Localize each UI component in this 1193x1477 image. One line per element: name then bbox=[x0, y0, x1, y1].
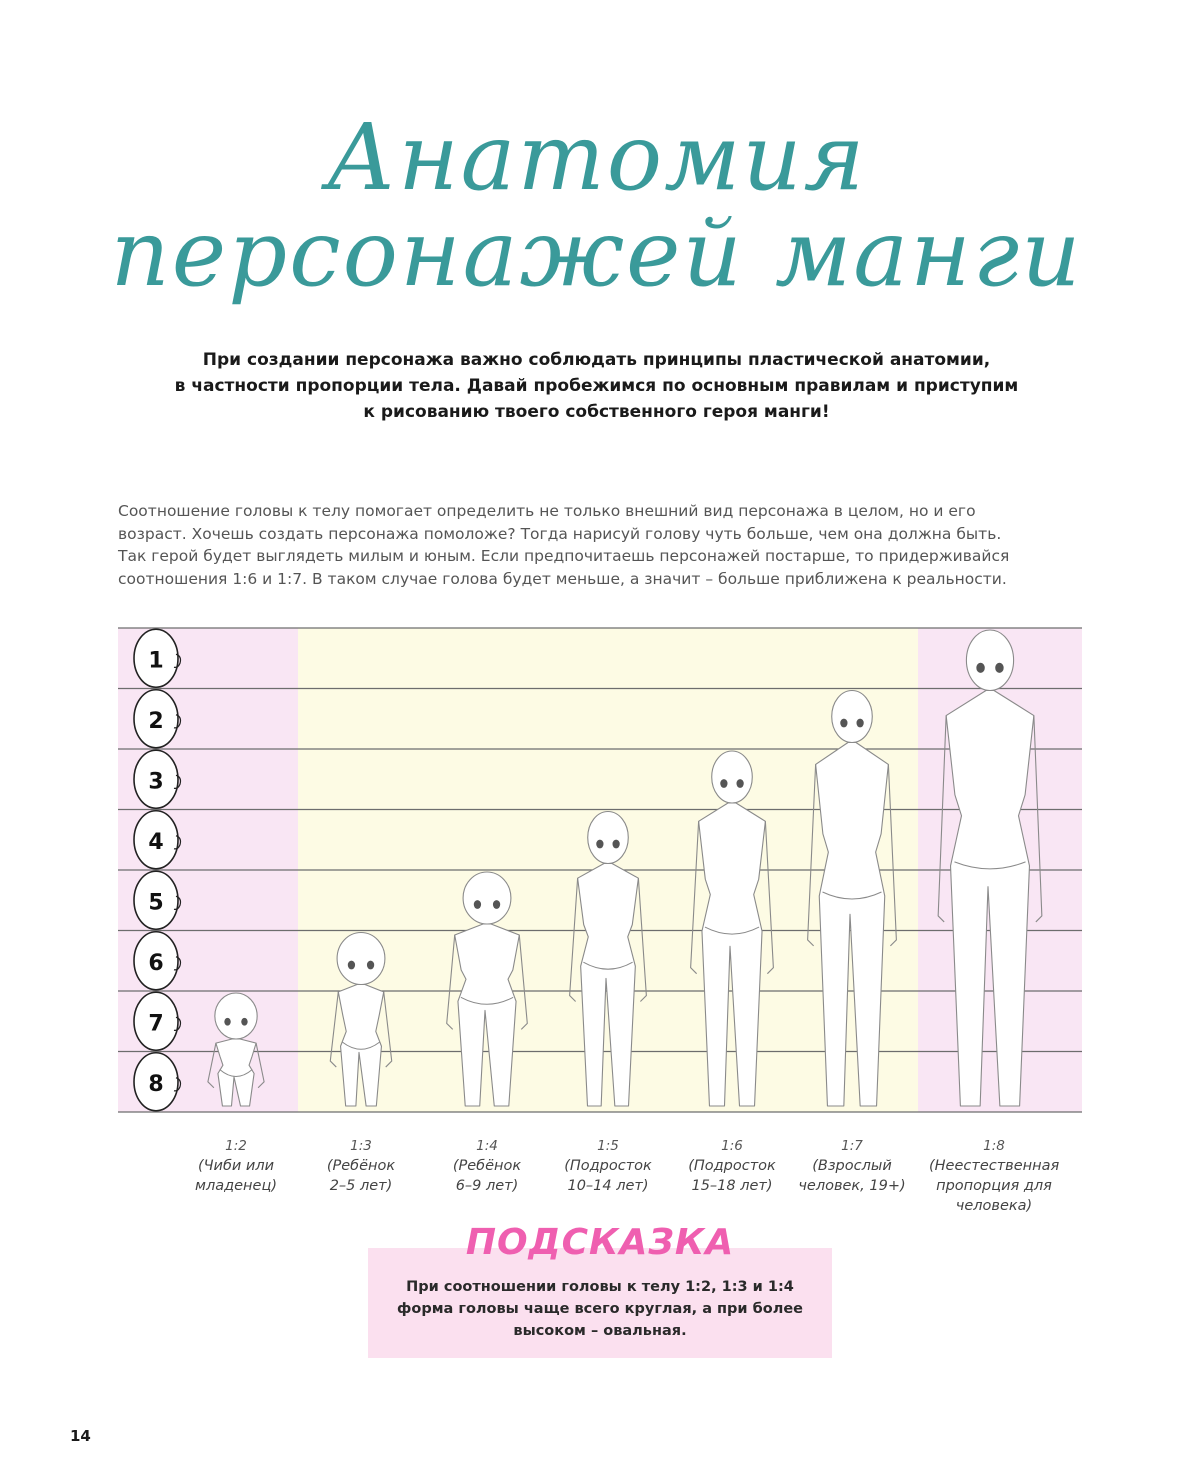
figure-eye bbox=[224, 1018, 230, 1026]
caption-line: 6–9 лет) bbox=[455, 1178, 519, 1194]
figure-caption bbox=[787, 1136, 917, 1196]
head-number: 4 bbox=[148, 829, 164, 855]
figure-eye bbox=[348, 961, 355, 970]
figure-eye bbox=[474, 900, 481, 909]
figure-caption bbox=[929, 1136, 1059, 1216]
figure-eye bbox=[856, 719, 863, 728]
figure-eye bbox=[493, 900, 500, 909]
hint-line: При соотношении головы к телу 1:2, 1:3 и 1:4 bbox=[406, 1279, 794, 1295]
figure-head bbox=[463, 872, 511, 924]
caption-line: 10–14 лет) bbox=[567, 1178, 649, 1194]
hint-title: ПОДСКАЗКА bbox=[465, 1222, 735, 1263]
body-line: соотношения 1:6 и 1:7. В таком случае голова будет меньше, а значит – больше приближена к реальности. bbox=[118, 569, 1007, 588]
caption-line: (Взрослый bbox=[812, 1158, 892, 1174]
figure-caption bbox=[296, 1136, 426, 1196]
figure-head bbox=[832, 691, 873, 743]
head-number: 8 bbox=[148, 1071, 164, 1097]
figure-eye bbox=[241, 1018, 247, 1026]
caption-ratio: 1:8 bbox=[983, 1138, 1005, 1154]
caption-line: (Чиби или bbox=[197, 1158, 275, 1174]
body-line: возраст. Хочешь создать персонажа помоложе? Тогда нарисуй голову чуть больше, чем она должна быть. bbox=[118, 524, 1002, 543]
caption-line: (Подросток bbox=[688, 1158, 776, 1174]
figure-caption bbox=[667, 1136, 797, 1196]
figure-eye bbox=[736, 779, 743, 788]
head-number: 6 bbox=[148, 950, 164, 976]
page-title-line-2: персонажей манги bbox=[110, 200, 1083, 307]
figure-head bbox=[712, 751, 753, 803]
caption-line: человека) bbox=[955, 1198, 1033, 1214]
caption-ratio: 1:3 bbox=[350, 1138, 372, 1154]
caption-ratio: 1:4 bbox=[476, 1138, 498, 1154]
figure-eye bbox=[995, 663, 1003, 673]
figure-eye bbox=[720, 779, 727, 788]
figure-head bbox=[337, 933, 385, 985]
caption-line: (Ребёнок bbox=[452, 1158, 522, 1174]
head-number: 5 bbox=[148, 890, 164, 916]
head-number: 3 bbox=[148, 769, 164, 795]
caption-line: младенец) bbox=[195, 1178, 277, 1194]
proportions-chart bbox=[118, 624, 1082, 1114]
figure-caption bbox=[543, 1136, 673, 1196]
lead-line: в частности пропорции тела. Давай пробежимся по основным правилам и приступим bbox=[174, 376, 1019, 396]
figure-caption bbox=[422, 1136, 552, 1196]
figure-eye bbox=[976, 663, 984, 673]
figure-head bbox=[215, 993, 257, 1039]
page-title-line-1: Анатомия bbox=[326, 104, 867, 211]
caption-line: человек, 19+) bbox=[798, 1178, 906, 1194]
body-line: Так герой будет выглядеть милым и юным. Если предпочитаешь персонажей постарше, то придерживайся bbox=[118, 547, 1010, 565]
body-paragraph bbox=[118, 500, 1098, 590]
page-number: 14 bbox=[70, 1427, 91, 1445]
figure-caption bbox=[171, 1136, 301, 1196]
caption-line: (Ребёнок bbox=[326, 1158, 396, 1174]
figure-head bbox=[966, 630, 1013, 691]
caption-ratio: 1:5 bbox=[597, 1138, 619, 1154]
hint-text bbox=[368, 1276, 832, 1342]
lead-line: При создании персонажа важно соблюдать принципы пластической анатомии, bbox=[202, 350, 991, 370]
body-line: Соотношение головы к телу помогает определить не только внешний вид персонажа в целом, но и его bbox=[118, 502, 976, 520]
caption-line: 2–5 лет) bbox=[329, 1178, 393, 1194]
caption-ratio: 1:7 bbox=[841, 1138, 863, 1154]
hint-line: форма головы чаще всего круглая, а при более bbox=[396, 1301, 804, 1317]
head-number: 7 bbox=[148, 1011, 164, 1037]
caption-line: пропорция для bbox=[936, 1178, 1052, 1194]
caption-line: (Неестественная bbox=[929, 1158, 1060, 1174]
head-number: 2 bbox=[148, 708, 164, 734]
figure-eye bbox=[612, 840, 619, 849]
hint-line: высоком – овальная. bbox=[513, 1323, 687, 1339]
head-number: 1 bbox=[148, 648, 164, 674]
lead-line: к рисованию твоего собственного героя манги! bbox=[363, 402, 830, 422]
caption-ratio: 1:6 bbox=[721, 1138, 743, 1154]
figure-eye bbox=[840, 719, 847, 728]
caption-line: (Подросток bbox=[564, 1158, 652, 1174]
figure-eye bbox=[367, 961, 374, 970]
lead-paragraph bbox=[0, 347, 1193, 425]
figure-eye bbox=[596, 840, 603, 849]
caption-ratio: 1:2 bbox=[225, 1138, 247, 1154]
caption-line: 15–18 лет) bbox=[691, 1178, 773, 1194]
figure-head bbox=[588, 812, 629, 864]
